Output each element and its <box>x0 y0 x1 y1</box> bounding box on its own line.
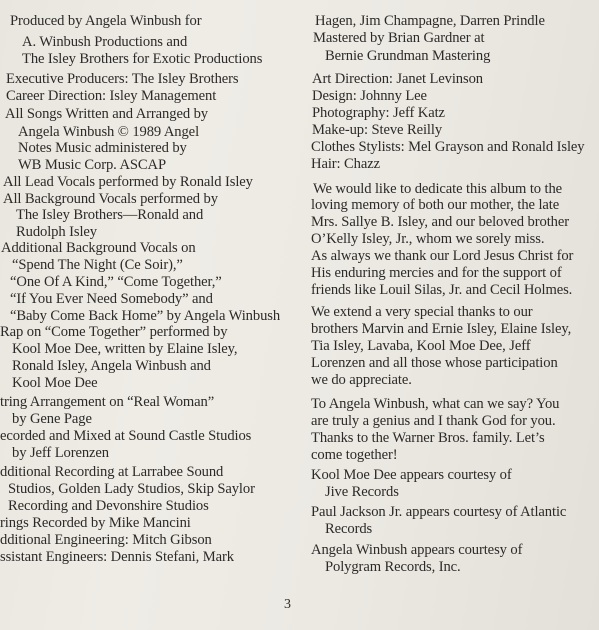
credit-line: Recording and Devonshire Studios <box>8 498 209 514</box>
credit-line: dditional Recording at Larrabee Sound <box>0 464 224 480</box>
credit-line: Ronald Isley, Angela Winbush and <box>12 358 211 374</box>
note-line: Polygram Records, Inc. <box>325 559 461 575</box>
note-line: Jive Records <box>325 484 399 500</box>
note-line: As always we thank our Lord Jesus Christ for <box>311 248 574 264</box>
credit-line: All Background Vocals performed by <box>3 191 218 207</box>
credit-line: “One Of A Kind,” “Come Together,” <box>10 274 222 290</box>
note-line: Thanks to the Warner Bros. family. Let’s <box>311 430 545 446</box>
note-line: come together! <box>311 447 398 463</box>
credit-line: A. Winbush Productions and <box>22 34 188 50</box>
note-line: Mastered by Brian Gardner at <box>313 30 485 46</box>
credit-line: ssistant Engineers: Dennis Stefani, Mark <box>0 549 234 565</box>
note-line: Lorenzen and all those whose participation <box>311 355 558 371</box>
credit-line: tring Arrangement on “Real Woman” <box>0 394 215 410</box>
credit-line: All Lead Vocals performed by Ronald Isley <box>3 174 253 190</box>
credit-line: ecorded and Mixed at Sound Castle Studios <box>0 428 252 444</box>
note-line: Hagen, Jim Champagne, Darren Prindle <box>315 13 545 29</box>
note-line: Design: Johnny Lee <box>312 88 427 104</box>
credit-line: “Baby Come Back Home” by Angela Winbush <box>10 308 281 324</box>
credit-line: rings Recorded by Mike Mancini <box>0 515 191 531</box>
note-line: we do appreciate. <box>311 372 412 388</box>
credit-line: Angela Winbush © 1989 Angel <box>18 124 200 140</box>
note-line: O’Kelly Isley, Jr., whom we sorely miss. <box>311 231 545 247</box>
credit-line: Kool Moe Dee <box>12 375 98 391</box>
note-line: Paul Jackson Jr. appears courtesy of Atlantic <box>311 504 567 520</box>
credit-line: Studios, Golden Lady Studios, Skip Saylor <box>8 481 255 497</box>
credit-line: by Gene Page <box>12 411 92 427</box>
note-line: Records <box>325 521 373 537</box>
credit-line: “If You Ever Need Somebody” and <box>10 291 213 307</box>
credit-line: Kool Moe Dee, written by Elaine Isley, <box>12 341 238 357</box>
credit-line: Career Direction: Isley Management <box>6 88 217 104</box>
note-line: We would like to dedicate this album to the <box>313 181 563 197</box>
note-line: loving memory of both our mother, the late <box>311 197 560 213</box>
credit-line: “Spend The Night (Ce Soir),” <box>12 257 183 273</box>
credit-line: The Isley Brothers for Exotic Productions <box>22 51 263 67</box>
note-line: To Angela Winbush, what can we say? You <box>311 396 560 412</box>
credit-line: dditional Engineering: Mitch Gibson <box>0 532 212 548</box>
note-line: Tia Isley, Lavaba, Kool Moe Dee, Jeff <box>311 338 531 354</box>
note-line: Art Direction: Janet Levinson <box>312 71 483 87</box>
credit-line: Additional Background Vocals on <box>1 240 196 256</box>
page-number: 3 <box>284 597 291 612</box>
credit-line: Rudolph Isley <box>16 224 97 240</box>
note-line: His enduring mercies and for the support of <box>311 265 562 281</box>
note-line: Kool Moe Dee appears courtesy of <box>311 467 512 483</box>
credit-line: Notes Music administered by <box>18 140 187 156</box>
note-line: are truly a genius and I thank God for you. <box>311 413 556 429</box>
note-line: brothers Marvin and Ernie Isley, Elaine Isley, <box>311 321 572 337</box>
note-line: friends like Louil Silas, Jr. and Cecil Holmes. <box>311 282 573 298</box>
note-line: Clothes Stylists: Mel Grayson and Ronald Isley <box>311 139 585 155</box>
note-line: Mrs. Sallye B. Isley, and our beloved brother <box>311 214 569 230</box>
credit-line: All Songs Written and Arranged by <box>5 106 208 122</box>
credit-line: Executive Producers: The Isley Brothers <box>6 71 239 87</box>
credit-line: The Isley Brothers—Ronald and <box>16 207 204 223</box>
credit-line: by Jeff Lorenzen <box>12 445 110 461</box>
credit-line: WB Music Corp. ASCAP <box>18 157 167 173</box>
note-line: Make-up: Steve Reilly <box>312 122 443 138</box>
note-line: Photography: Jeff Katz <box>312 105 445 121</box>
note-line: We extend a very special thanks to our <box>311 304 533 320</box>
note-line: Angela Winbush appears courtesy of <box>311 542 523 558</box>
credit-line: Rap on “Come Together” performed by <box>0 324 228 340</box>
credit-line: Produced by Angela Winbush for <box>10 13 202 29</box>
note-line: Bernie Grundman Mastering <box>325 48 491 64</box>
note-line: Hair: Chazz <box>311 156 380 172</box>
